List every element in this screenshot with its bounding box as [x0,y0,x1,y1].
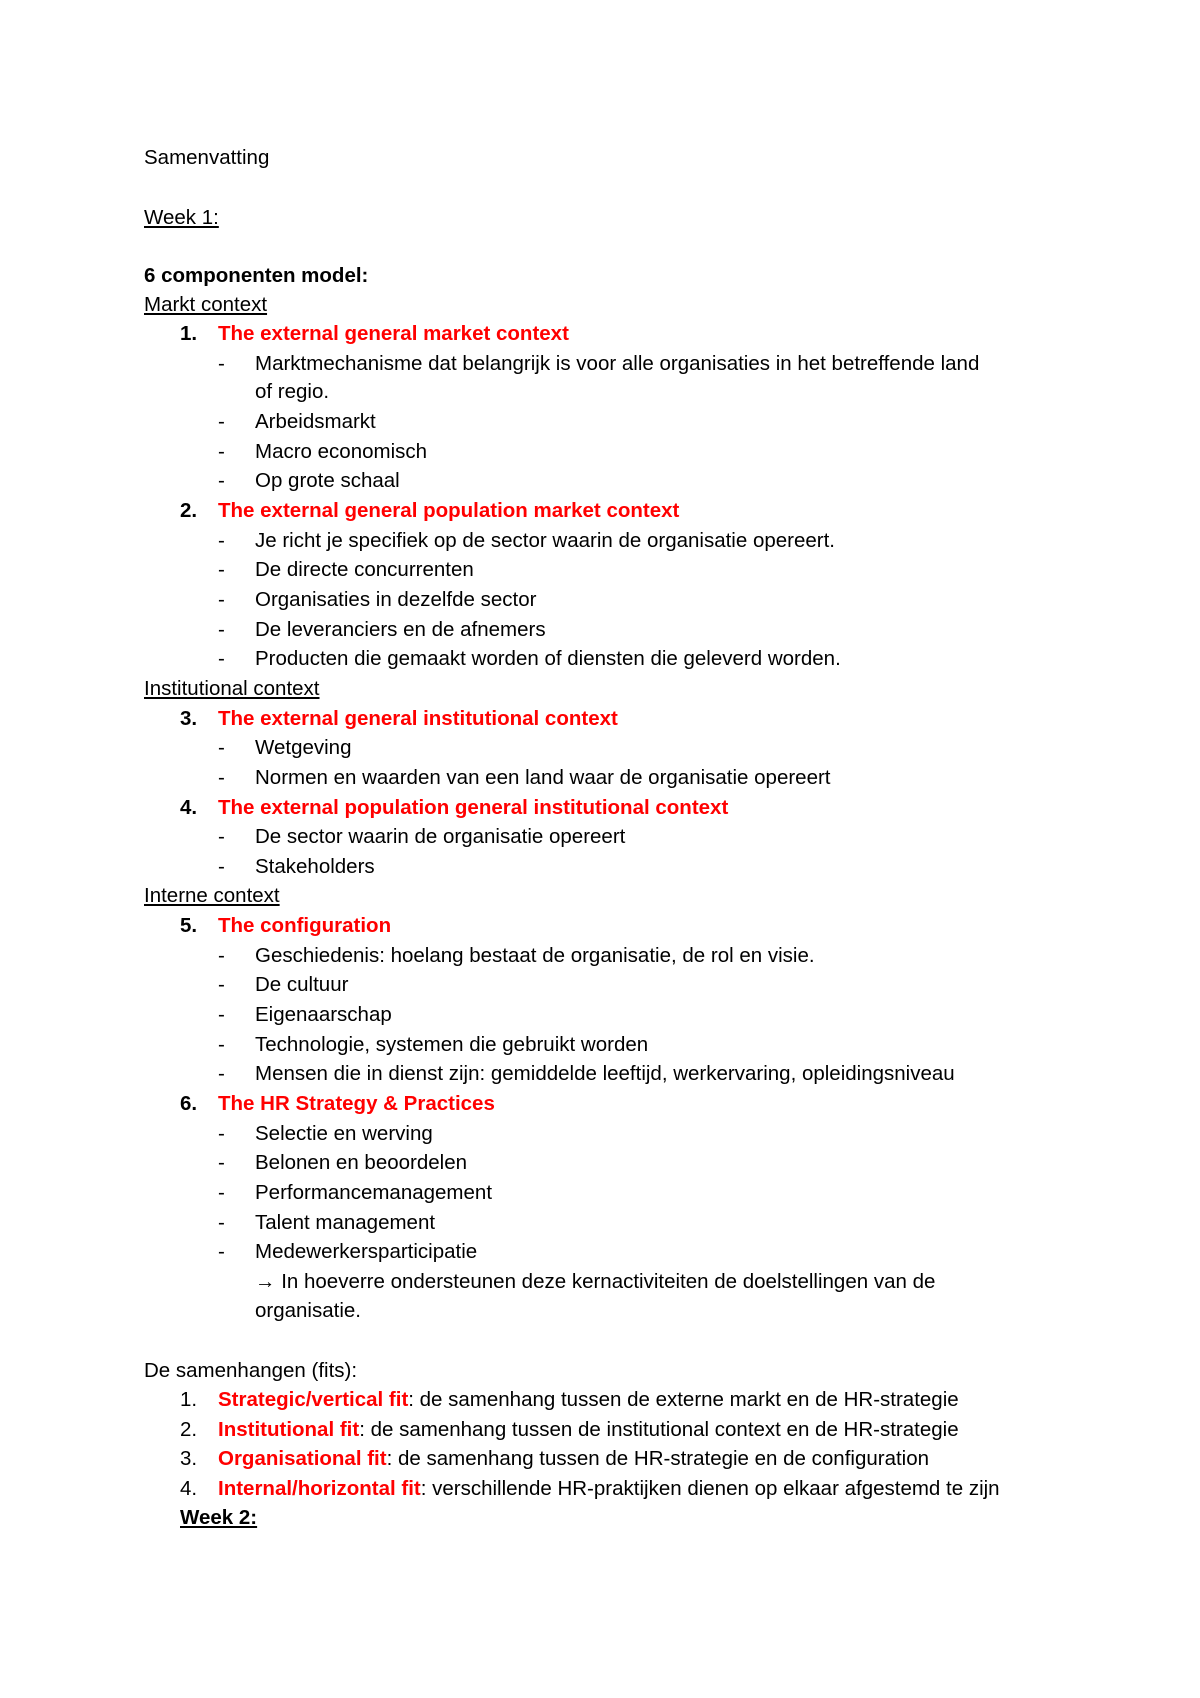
list-item: De directe concurrenten [255,558,474,581]
bullet-dash: - [218,1062,225,1085]
bullet-dash: - [218,352,225,375]
bullet-dash: - [218,588,225,611]
model-heading: 6 componenten model: [144,264,369,287]
list-item: Belonen en beoordelen [255,1151,468,1174]
section-institutional-context: Institutional context [144,677,320,700]
list-item: Medewerkersparticipatie [255,1240,478,1263]
fit-term: Organisational fit [218,1447,387,1470]
component-1-title: The external general market context [218,322,569,345]
bullet-dash: - [218,440,225,463]
fit-3-number: 3. [180,1447,198,1470]
bullet-dash: - [218,1122,225,1145]
fit-text: : de samenhang tussen de institutional context en de HR-strategie [359,1418,959,1441]
list-item: Macro economisch [255,440,428,463]
component-6-number: 6. [180,1092,198,1115]
fit-4-number: 4. [180,1477,198,1500]
bullet-dash: - [218,529,225,552]
bullet-dash: - [218,736,225,759]
bullet-dash: - [218,1003,225,1026]
fits-heading: De samenhangen (fits): [144,1359,358,1382]
arrow-right-icon: → [255,1270,276,1293]
fit-text: : de samenhang tussen de HR-strategie en de configuration [386,1447,930,1470]
arrow-note-text: In hoeverre ondersteunen deze kernactiviteiten de doelstellingen van de [281,1270,936,1293]
list-item: Eigenaarschap [255,1003,392,1026]
component-4-number: 4. [180,796,198,819]
fit-4 [218,1475,1000,1503]
list-item: Normen en waarden van een land waar de organisatie opereert [255,766,831,789]
bullet-dash: - [218,1151,225,1174]
list-item: Producten die gemaakt worden of diensten die geleverd worden. [255,647,841,670]
week-1-heading: Week 1: [144,206,219,229]
fit-term: Institutional fit [218,1418,360,1441]
list-item: Stakeholders [255,855,375,878]
list-item: Organisaties in dezelfde sector [255,588,537,611]
list-item: De sector waarin de organisatie opereert [255,825,626,848]
component-6-title: The HR Strategy & Practices [218,1092,495,1115]
fit-text: : verschillende HR-praktijken dienen op elkaar afgestemd te zijn [420,1477,1000,1500]
component-5-number: 5. [180,914,198,937]
arrow-note [255,1268,935,1296]
section-interne-context: Interne context [144,884,280,907]
component-3-number: 3. [180,707,198,730]
bullet-dash: - [218,1033,225,1056]
list-item: Op grote schaal [255,469,400,492]
bullet-dash: - [218,973,225,996]
fit-1-number: 1. [180,1388,198,1411]
fit-term: Strategic/vertical fit [218,1388,409,1411]
section-markt-context: Markt context [144,293,268,316]
list-item: Arbeidsmarkt [255,410,376,433]
bullet-dash: - [218,618,225,641]
fit-term: Internal/horizontal fit [218,1477,421,1500]
arrow-note-continuation: organisatie. [255,1299,361,1322]
list-item: Technologie, systemen die gebruikt worden [255,1033,649,1056]
list-item: Performancemanagement [255,1181,493,1204]
list-item: Geschiedenis: hoelang bestaat de organisatie, de rol en visie. [255,944,815,967]
fit-1 [218,1386,959,1414]
bullet-dash: - [218,766,225,789]
week-2-heading: Week 2: [180,1506,258,1529]
bullet-dash: - [218,1181,225,1204]
bullet-dash: - [218,1211,225,1234]
list-item-continuation: of regio. [255,380,330,403]
doc-title: Samenvatting [144,146,270,169]
list-item: Wetgeving [255,736,352,759]
bullet-dash: - [218,1240,225,1263]
component-5-title: The configuration [218,914,392,937]
fit-2 [218,1416,959,1444]
list-item: De leveranciers en de afnemers [255,618,546,641]
list-item: Selectie en werving [255,1122,433,1145]
list-item: Je richt je specifiek op de sector waarin de organisatie opereert. [255,529,836,552]
bullet-dash: - [218,944,225,967]
bullet-dash: - [218,410,225,433]
component-3-title: The external general institutional context [218,707,618,730]
component-4-title: The external population general institutional context [218,796,729,819]
fit-3 [218,1445,929,1473]
list-item: Marktmechanisme dat belangrijk is voor alle organisaties in het betreffende land [255,352,980,375]
component-2-number: 2. [180,499,198,522]
list-item: Talent management [255,1211,436,1234]
fit-2-number: 2. [180,1418,198,1441]
list-item: De cultuur [255,973,349,996]
bullet-dash: - [218,825,225,848]
bullet-dash: - [218,855,225,878]
component-2-title: The external general population market context [218,499,680,522]
bullet-dash: - [218,558,225,581]
bullet-dash: - [218,647,225,670]
list-item: Mensen die in dienst zijn: gemiddelde leeftijd, werkervaring, opleidingsniveau [255,1062,955,1085]
component-1-number: 1. [180,322,198,345]
fit-text: : de samenhang tussen de externe markt en de HR-strategie [408,1388,959,1411]
bullet-dash: - [218,469,225,492]
